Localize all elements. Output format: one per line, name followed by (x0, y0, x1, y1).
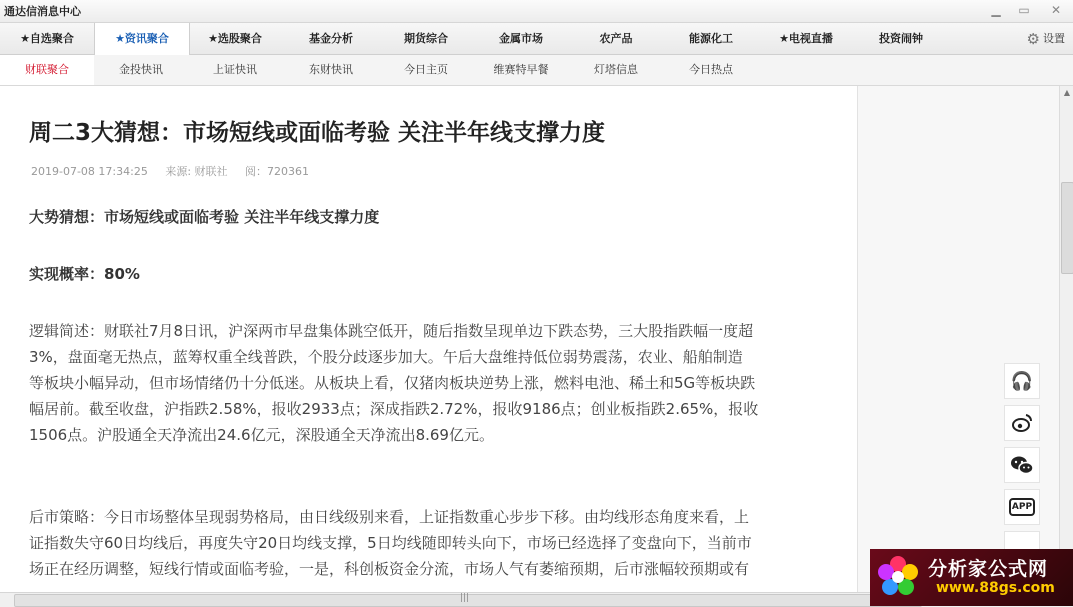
paragraph-line: 场正在经历调整，短线行情或面临考验，一是，科创板资金分流，市场人气有萎缩预期，后市涨幅较预期或有 (29, 560, 750, 578)
paragraph-line: 等板块小幅异动，但市场情绪仍十分低迷。从板块上看，仅猪肉板块逆势上涨，燃料电池、稀土和5G等板块跌 (29, 374, 756, 392)
tab-agriculture[interactable]: 农产品 (599, 32, 633, 45)
minimize-button[interactable] (986, 1, 1006, 19)
tab-favorites-aggregate[interactable]: ★自选聚合 (20, 32, 74, 45)
subtab-dongcai[interactable]: 东财快讯 (309, 63, 353, 76)
maximize-icon: ▭ (1018, 3, 1030, 17)
floating-toolbar (1004, 363, 1040, 573)
vertical-scrollbar[interactable] (1059, 86, 1073, 592)
subtab-wisetrade-breakfast[interactable]: 维赛特早餐 (493, 63, 549, 76)
wechat-button[interactable] (1004, 447, 1040, 483)
paragraph-line: 后市策略：今日市场整体呈现弱势格局，由日线级别来看，上证指数重心步步下移。由均线形态角度来看，上 (29, 508, 750, 526)
article-content (0, 86, 858, 592)
main-nav (0, 23, 1073, 55)
tab-metals[interactable]: 金属市场 (499, 32, 543, 45)
tab-news-aggregate[interactable]: ★资讯聚合 (94, 23, 190, 55)
close-button[interactable] (1046, 1, 1066, 19)
close-icon: ✕ (1050, 3, 1062, 17)
article-meta (31, 163, 323, 179)
watermark-url: www.88gs.com (936, 580, 1055, 596)
wechat-icon (1010, 455, 1034, 475)
article-date: 2019-07-08 17:34:25 (31, 165, 148, 178)
scroll-up-arrow-icon[interactable]: ▲ (1063, 88, 1071, 97)
article-paragraph-logic (29, 318, 829, 448)
article-source: 来源: 财联社 (165, 165, 228, 178)
app-download-button[interactable] (1004, 489, 1040, 525)
article-views: 阅：720361 (245, 165, 310, 178)
tab-fund-analysis[interactable]: 基金分析 (309, 32, 353, 45)
subtab-cailian[interactable]: 财联聚合 (0, 55, 94, 85)
sub-nav (0, 55, 1073, 86)
article-paragraph-strategy (29, 504, 829, 582)
flower-logo-icon (876, 555, 920, 599)
scroll-grip-icon: ||| (460, 593, 470, 603)
headset-icon: 🎧 (1010, 370, 1034, 392)
settings-label: 设置 (1043, 32, 1065, 45)
paragraph-line: 证指数失守60日均线后，再度失守20日均线支撑，5日均线随即转头向下，市场已经选择了变盘向下，当前市 (29, 534, 752, 552)
subtab-today-home[interactable]: 今日主页 (404, 63, 448, 76)
title-bar (0, 0, 1073, 23)
gear-icon: ⚙ (1026, 30, 1040, 48)
subtab-shangzheng[interactable]: 上证快讯 (213, 63, 257, 76)
maximize-button[interactable] (1014, 1, 1034, 19)
watermark-logo (870, 549, 1073, 606)
weibo-button[interactable] (1004, 405, 1040, 441)
settings-button[interactable] (1027, 30, 1065, 48)
paragraph-line: 逻辑简述：财联社7月8日讯，沪深两市早盘集体跳空低开，随后指数呈现单边下跌态势，三大股指跌幅一度超 (29, 322, 754, 340)
article-title: 周二3大猜想：市场短线或面临考验 关注半年线支撑力度 (29, 120, 606, 146)
weibo-icon (1011, 413, 1033, 433)
tab-investment-alarm[interactable]: 投资闹钟 (879, 32, 923, 45)
paragraph-line: 幅居前。截至收盘，沪指跌2.58%，报收2933点；深成指跌2.72%，报收9186点；创业板指跌2.65%，报收 (29, 400, 759, 418)
vertical-scroll-thumb[interactable] (1061, 182, 1073, 274)
article-probability: 实现概率：80% (29, 265, 140, 283)
article-heading: 大势猜想：市场短线或面临考验 关注半年线支撑力度 (29, 208, 380, 226)
subtab-jintou[interactable]: 金投快讯 (119, 63, 163, 76)
tab-futures[interactable]: 期货综合 (404, 32, 448, 45)
watermark-title: 分析家公式网 (928, 558, 1049, 580)
paragraph-line: 3%，盘面毫无热点，蓝筹权重全线普跌，个股分歧逐步加大。午后大盘维持低位弱势震荡，农业、船舶制造 (29, 348, 743, 366)
app-icon: APP (1009, 498, 1035, 516)
subtab-lighthouse[interactable]: 灯塔信息 (594, 63, 638, 76)
window-title: 通达信消息中心 (4, 5, 81, 18)
paragraph-line: 1506点。沪股通全天净流出24.6亿元，深股通全天净流出8.69亿元。 (29, 426, 494, 444)
customer-service-button[interactable] (1004, 363, 1040, 399)
tab-stock-picking[interactable]: ★选股聚合 (208, 32, 262, 45)
tab-tv-live[interactable]: ★电视直播 (779, 32, 833, 45)
minimize-icon: ▁ (991, 3, 1001, 17)
subtab-hot-topics[interactable]: 今日热点 (689, 63, 733, 76)
tab-energy-chemical[interactable]: 能源化工 (689, 32, 733, 45)
